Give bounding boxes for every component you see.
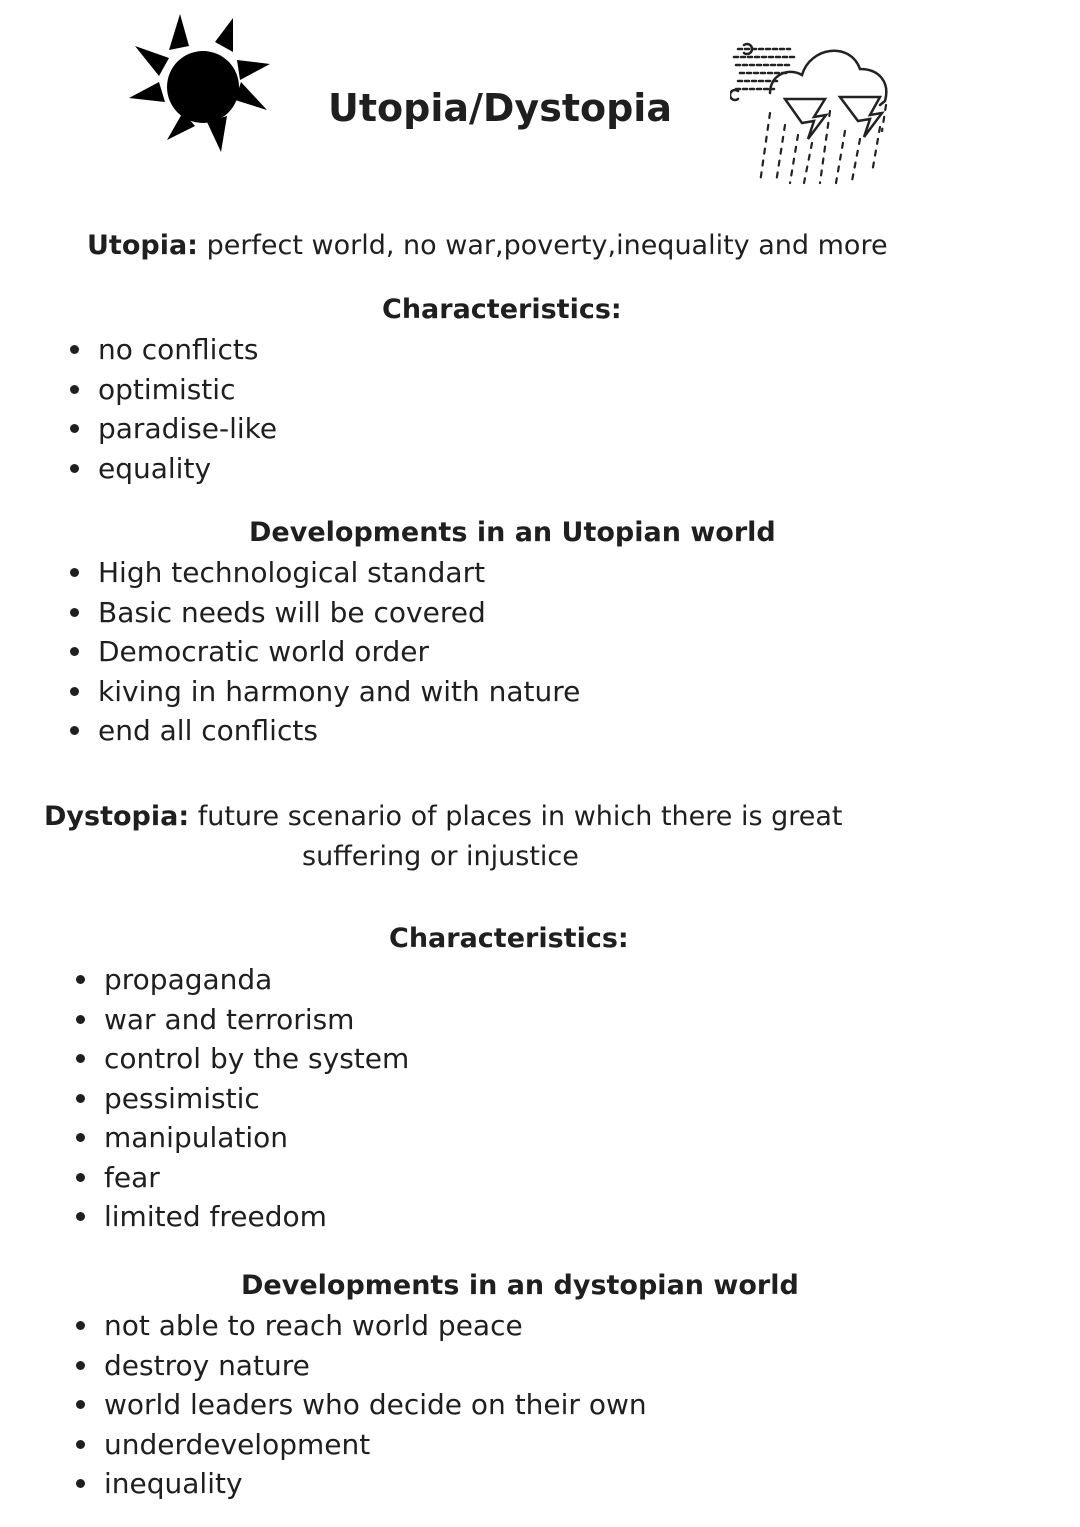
- dystopia-definition: [44, 797, 843, 837]
- list-item: propaganda: [72, 960, 409, 1000]
- list-item: underdevelopment: [72, 1425, 647, 1465]
- utopia-definition-text: perfect world, no war,poverty,inequality and more: [197, 230, 888, 261]
- list-item: kiving in harmony and with nature: [66, 672, 580, 712]
- utopia-term: Utopia:: [87, 230, 198, 261]
- list-item: Basic needs will be covered: [66, 593, 580, 633]
- dystopia-definition-continued: suffering or injustice: [302, 841, 579, 872]
- list-item: equality: [66, 449, 277, 489]
- list-item: High technological standart: [66, 553, 580, 593]
- list-item: no conflicts: [66, 330, 277, 370]
- dystopia-definition-text: future scenario of places in which there is great: [189, 801, 843, 832]
- list-item: paradise-like: [66, 409, 277, 449]
- page-title: Utopia/Dystopia: [328, 86, 672, 130]
- list-item: war and terrorism: [72, 1000, 409, 1040]
- storm-cloud-icon: [730, 35, 895, 185]
- list-item: pessimistic: [72, 1079, 409, 1119]
- list-item: fear: [72, 1158, 409, 1198]
- sun-icon: [125, 12, 275, 154]
- dystopia-developments-list: [72, 1306, 647, 1504]
- list-item: inequality: [72, 1464, 647, 1504]
- list-item: control by the system: [72, 1039, 409, 1079]
- dystopia-characteristics-heading: Characteristics:: [389, 923, 629, 954]
- dystopia-characteristics-list: [72, 960, 409, 1237]
- dystopia-term: Dystopia:: [44, 801, 190, 832]
- utopia-developments-list: [66, 553, 580, 751]
- list-item: Democratic world order: [66, 632, 580, 672]
- utopia-characteristics-list: [66, 330, 277, 488]
- list-item: optimistic: [66, 370, 277, 410]
- list-item: end all conflicts: [66, 711, 580, 751]
- list-item: world leaders who decide on their own: [72, 1385, 647, 1425]
- list-item: not able to reach world peace: [72, 1306, 647, 1346]
- list-item: destroy nature: [72, 1346, 647, 1386]
- utopia-definition: [87, 226, 888, 266]
- dystopia-developments-heading: Developments in an dystopian world: [241, 1270, 799, 1301]
- utopia-developments-heading: Developments in an Utopian world: [249, 517, 776, 548]
- list-item: limited freedom: [72, 1197, 409, 1237]
- utopia-characteristics-heading: Characteristics:: [382, 294, 622, 325]
- list-item: manipulation: [72, 1118, 409, 1158]
